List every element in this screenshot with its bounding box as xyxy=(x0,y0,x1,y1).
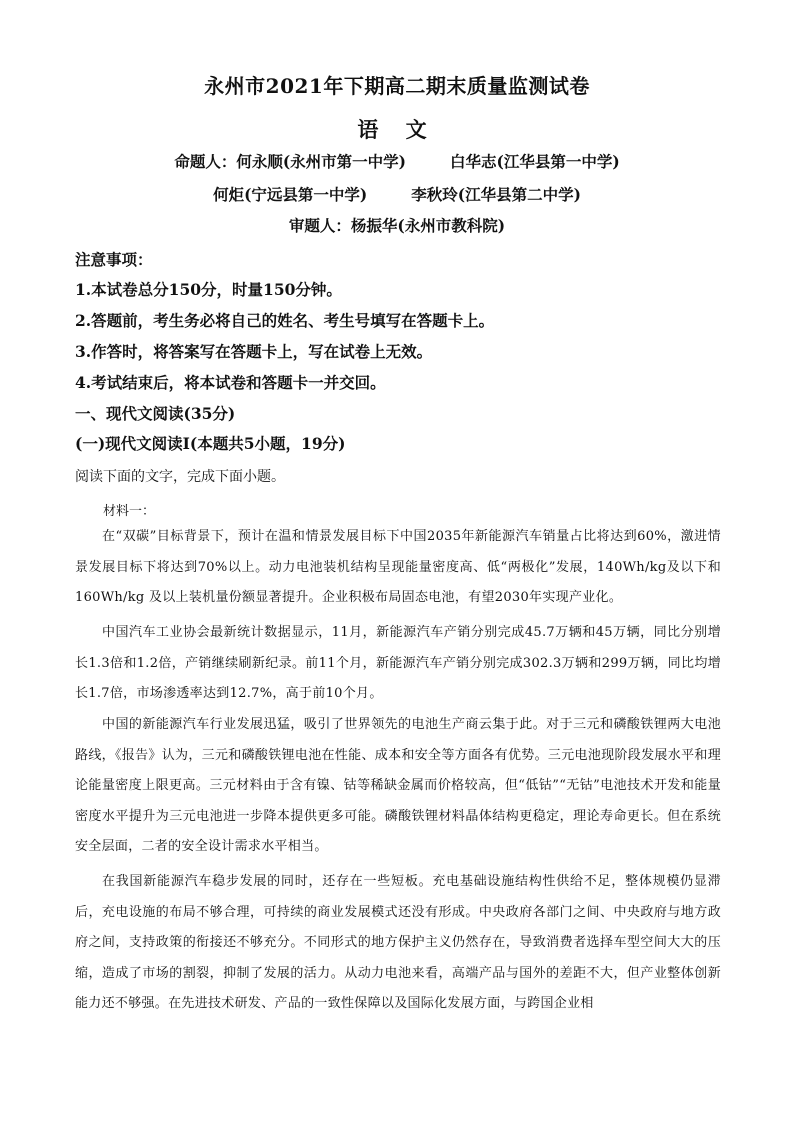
exam-title: 永州市2021年下期高二期末质量监测试卷 xyxy=(204,74,590,98)
subject-title: 语 文 xyxy=(357,117,437,142)
section-subheading: (一)现代文阅读Ⅰ(本题共5小题，19分) xyxy=(75,434,346,453)
note-item: 3.作答时，将答案写在答题卡上，写在试卷上无效。 xyxy=(75,342,433,361)
notes-heading: 注意事项： xyxy=(75,250,153,269)
credits-line-1 xyxy=(0,150,794,172)
credits-line-2 xyxy=(0,183,794,205)
material-label: 材料一： xyxy=(103,504,156,519)
note-item: 2.答题前，考生务必将自己的姓名、考生号填写在答题卡上。 xyxy=(75,311,495,330)
reviewer-line: 审题人：杨振华(永州市教科院) xyxy=(288,216,506,235)
body-paragraph: 中国的新能源汽车行业发展迅猛，吸引了世界领先的电池生产商云集于此。对于三元和磷酸铁锂两大电池路线，《报告》认为，三元和磷酸铁锂电池在性能、成本和安全等方面各有优势。三元电池现阶段发展水平和理论能量密度上限更高。三元材料由于含有镍、钴等稀缺金属而价格较高，但“低钴”“无钴”电池技术开发和能量密度水平提升为三元电池进一步降本提供更多可能。磷酸铁锂材料晶体结构更稳定，理论寿命更长。但在系统安全层面，二者的安全设计需求水平相当。 xyxy=(75,717,721,854)
body-paragraph: 在“双碳”目标背景下，预计在温和情景发展目标下中国2035年新能源汽车销量占比将达到60%，激进情景发展目标下将达到70%以上。动力电池装机结构呈现能量密度高、低“两极化”发展，140Wh/kg及以下和160Wh/kg 及以上装机量份额显著提升。企业积极布局固态电池，有望2030年实现产业化。 xyxy=(75,529,721,605)
author-4: 李秋玲(江华县第二中学) xyxy=(411,185,581,204)
note-item: 1.本试卷总分150分，时量150分钟。 xyxy=(75,280,342,299)
author-1: 命题人：何永顺(永州市第一中学) xyxy=(174,152,406,171)
section-heading: 一、现代文阅读(35分) xyxy=(75,404,236,423)
note-item: 4.考试结束后，将本试卷和答题卡一并交回。 xyxy=(75,373,386,392)
body-paragraph: 中国汽车工业协会最新统计数据显示，11月，新能源汽车产销分别完成45.7万辆和45万辆，同比分别增长1.3倍和1.2倍，产销继续刷新纪录。前11个月，新能源汽车产销分别完成302.3万辆和299万辆，同比均增长1.7倍，市场渗透率达到12.7%，高于前10个月。 xyxy=(75,625,721,701)
reading-instruction: 阅读下面的文字，完成下面小题。 xyxy=(75,469,285,485)
body-paragraph: 在我国新能源汽车稳步发展的同时，还存在一些短板。充电基础设施结构性供给不足，整体规模仍显滞后，充电设施的布局不够合理，可持续的商业发展模式还没有形成。中央政府各部门之间、中央政府与地方政府之间，支持政策的衔接还不够充分。不同形式的地方保护主义仍然存在，导致消费者选择车型空间大大的压缩，造成了市场的割裂，抑制了发展的活力。从动力电池来看，高端产品与国外的差距不大，但产业整体创新能力还不够强。在先进技术研发、产品的一致性保障以及国际化发展方面，与跨国企业相 xyxy=(75,874,721,1011)
author-2: 白华志(江华县第一中学) xyxy=(450,152,620,171)
author-3: 何炬(宁远县第一中学) xyxy=(213,185,368,204)
